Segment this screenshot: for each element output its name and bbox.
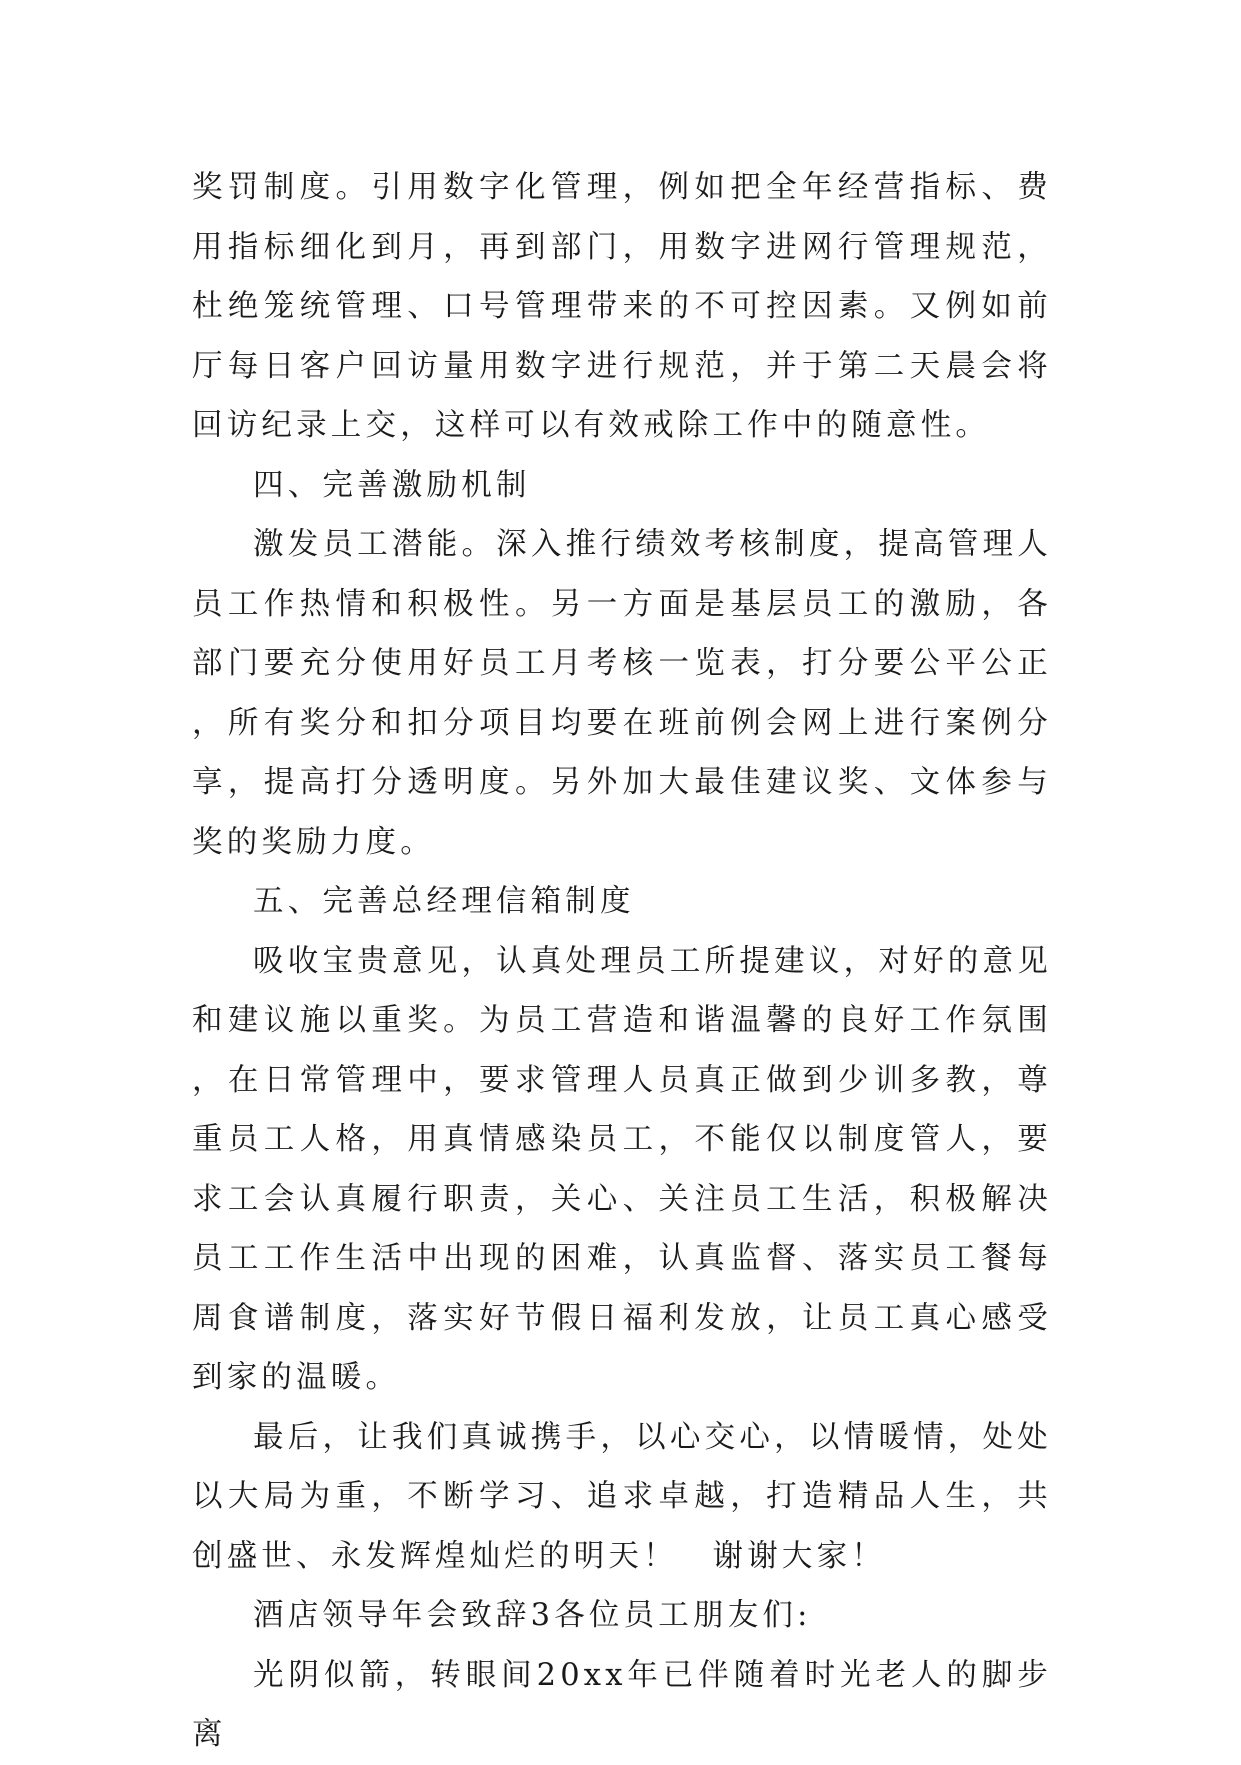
heading-incentive-mechanism: 四、完善激励机制: [253, 467, 531, 503]
paragraph-speech-3-opening: 光阴似箭，转眼间20xx年已伴随着时光老人的脚步离: [192, 1657, 1052, 1752]
paragraph-gm-mailbox: 吸收宝贵意见，认真处理员工所提建议，对好的意见和建议施以重奖。为员工营造和谐温馨的良好工作氛围，在日常管理中，要求管理人员真正做到少训多教，尊重员工人格，用真情感染员工，不能仅以制度管人，要求工会认真履行职责，关心、关注员工生活，积极解决员工工作生活中出现的困难，认真监督、落实员工餐每周食谱制度，落实好节假日福利发放，让员工真心感受到家的温暖。: [192, 943, 1052, 1395]
heading-gm-mailbox: 五、完善总经理信箱制度: [253, 884, 635, 919]
paragraph-reward-system: 奖罚制度。引用数字化管理，例如把全年经营指标、费用指标细化到月，再到部门，用数字进网行管理规范，杜绝笼统管理、口号管理带来的不可控因素。又例如前厅每日客户回访量用数字进行规范，并于第二天晨会将回访纪录上交，这样可以有效戒除工作中的随意性。: [192, 170, 1052, 443]
paragraph-speech-3-intro: 酒店领导年会致辞3各位员工朋友们:: [253, 1598, 812, 1633]
document-body: [192, 158, 1052, 1765]
paragraph-closing: 最后，让我们真诚携手，以心交心，以情暖情，处处以大局为重，不断学习、追求卓越，打造精品人生，共创盛世、永发辉煌灿烂的明天！ 谢谢大家！: [192, 1419, 1052, 1574]
paragraph-incentive-mechanism: 激发员工潜能。深入推行绩效考核制度，提高管理人员工作热情和积极性。另一方面是基层员工的激励，各部门要充分使用好员工月考核一览表，打分要公平公正，所有奖分和扣分项目均要在班前例会网上进行案例分享，提高打分透明度。另外加大最佳建议奖、文体参与奖的奖励力度。: [192, 527, 1052, 860]
